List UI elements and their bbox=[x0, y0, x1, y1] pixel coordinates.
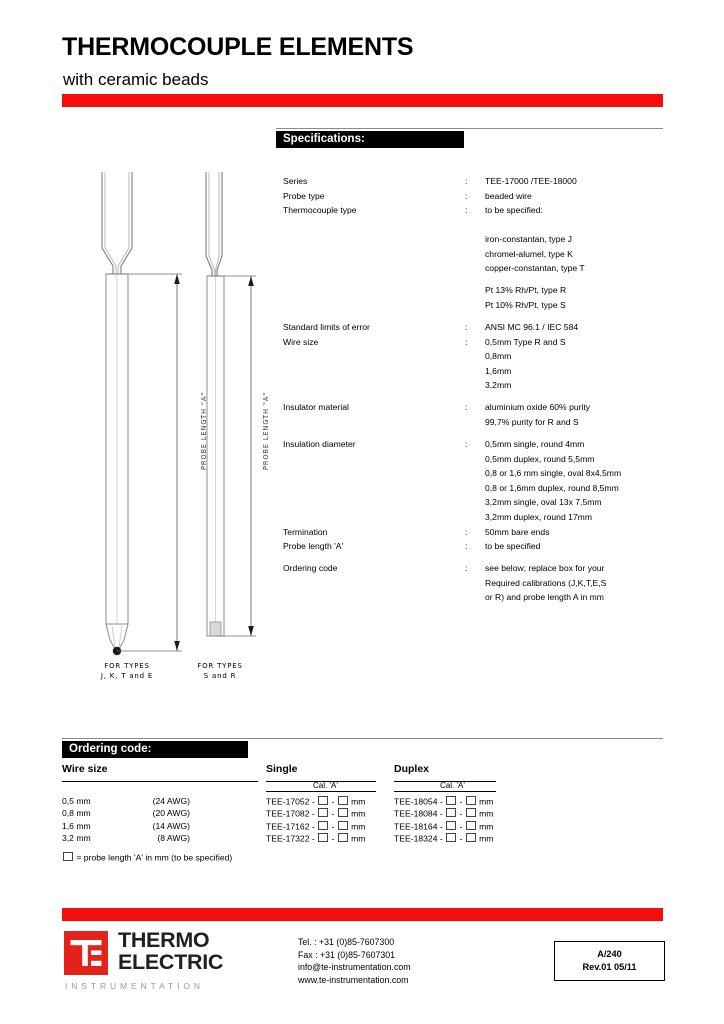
spec-row bbox=[283, 322, 673, 337]
spec-label: Standard limits of error bbox=[283, 321, 370, 332]
spec-row bbox=[283, 337, 673, 352]
spec-value: copper-constantan, type T bbox=[485, 263, 585, 274]
spec-value: to be specified: bbox=[485, 205, 543, 216]
footer-red-bar bbox=[62, 908, 663, 921]
spec-value: chromel-alumel, type K bbox=[485, 248, 573, 259]
spec-label: Insulator material bbox=[283, 402, 349, 413]
cell-single-code: TEE-17082 - - mm bbox=[266, 808, 366, 819]
spec-row bbox=[283, 234, 673, 249]
logo-wordmark-line1: THERMO bbox=[118, 928, 210, 952]
column-header-duplex: Duplex bbox=[394, 763, 430, 775]
spec-colon: : bbox=[465, 541, 468, 552]
company-logo bbox=[64, 928, 279, 993]
spec-row bbox=[283, 300, 673, 322]
spec-colon: : bbox=[465, 526, 468, 537]
column-header-wire-size: Wire size bbox=[62, 763, 108, 775]
specifications-header bbox=[276, 131, 464, 148]
placeholder-box-icon bbox=[318, 796, 328, 805]
header-red-bar bbox=[62, 94, 663, 107]
logo-wordmark-line2: ELECTRIC bbox=[118, 949, 224, 974]
cell-single-code: TEE-17052 - - mm bbox=[266, 796, 366, 807]
page-title: THERMOCOUPLE ELEMENTS bbox=[62, 33, 414, 61]
column-rule-wire-size bbox=[62, 781, 258, 782]
probe-length-label-right: PROBE LENGTH "A" bbox=[262, 391, 270, 470]
spec-row bbox=[283, 592, 673, 607]
placeholder-box-icon bbox=[338, 821, 348, 830]
ordering-table bbox=[62, 796, 542, 846]
spec-row bbox=[283, 497, 673, 512]
cal-label-single: Cal. 'A' bbox=[313, 781, 338, 790]
spec-label: Probe type bbox=[283, 190, 325, 201]
spec-value: 99,7% purity for R and S bbox=[485, 416, 579, 427]
spec-value: 50mm bare ends bbox=[485, 526, 550, 537]
spec-row bbox=[283, 285, 673, 300]
table-row bbox=[62, 821, 542, 833]
drawing-caption-left-line1: FOR TYPES bbox=[104, 662, 150, 670]
spec-value: 0,5mm single, round 4mm bbox=[485, 438, 585, 449]
spec-label: Thermocouple type bbox=[283, 205, 357, 216]
cell-duplex-code: TEE-18164 - - mm bbox=[394, 821, 494, 832]
spec-value: 3,2mm duplex, round 17mm bbox=[485, 511, 592, 522]
placeholder-box-icon bbox=[318, 833, 328, 842]
placeholder-box-icon bbox=[446, 796, 456, 805]
spec-row bbox=[283, 176, 673, 191]
column-header-single: Single bbox=[266, 763, 298, 775]
placeholder-box-icon bbox=[318, 821, 328, 830]
cell-wire-size: 0,8 mm bbox=[62, 808, 91, 819]
spec-label: Insulation diameter bbox=[283, 438, 356, 449]
spec-value: Pt 13% Rh/Pt, type R bbox=[485, 285, 567, 296]
spec-row bbox=[283, 351, 673, 366]
spec-row bbox=[283, 263, 673, 285]
spec-row bbox=[283, 366, 673, 381]
drawing-caption-right bbox=[175, 662, 265, 681]
spec-row bbox=[283, 249, 673, 264]
spec-value: or R) and probe length A in mm bbox=[485, 592, 604, 603]
table-row bbox=[62, 808, 542, 820]
spec-value: Pt 10% Rh/Pt, type S bbox=[485, 299, 566, 310]
contact-tel: Tel. : +31 (0)85-7607300 bbox=[298, 937, 395, 947]
spec-value: 3,2mm single, oval 13x 7,5mm bbox=[485, 497, 602, 508]
placeholder-box-icon bbox=[318, 808, 328, 817]
placeholder-box-icon bbox=[446, 808, 456, 817]
cal-label-duplex: Cal. 'A' bbox=[440, 781, 465, 790]
spec-label: Probe length 'A' bbox=[283, 541, 344, 552]
cell-awg: (24 AWG) bbox=[152, 796, 190, 806]
spec-value: 0,8mm bbox=[485, 351, 512, 362]
probe-drawings bbox=[60, 170, 280, 660]
placeholder-box-icon bbox=[466, 833, 476, 842]
cell-wire-size: 0,5 mm bbox=[62, 796, 91, 806]
spec-value: 1,6mm bbox=[485, 365, 512, 376]
cell-single-code: TEE-17322 - - mm bbox=[266, 833, 366, 844]
spec-colon: : bbox=[465, 402, 468, 413]
placeholder-box-icon bbox=[338, 808, 348, 817]
table-row bbox=[62, 833, 542, 845]
specifications-table bbox=[283, 176, 673, 607]
table-row bbox=[62, 796, 542, 808]
contact-block bbox=[298, 936, 411, 986]
cell-wire-size: 3,2 mm bbox=[62, 833, 91, 844]
spec-value: see below; replace box for your bbox=[485, 563, 605, 574]
cal-rule-single bbox=[266, 791, 376, 792]
ordering-note-text: = probe length 'A' in mm (to be specified) bbox=[76, 852, 233, 863]
ordering-header-label: Ordering code: bbox=[69, 743, 152, 755]
cell-duplex-code: TEE-18054 - - mm bbox=[394, 796, 494, 807]
spec-value: 0,8 or 1,6 mm single, oval 8x4,5mm bbox=[485, 468, 622, 479]
contact-email[interactable]: info@te-instrumentation.com bbox=[298, 962, 411, 973]
cell-single-code: TEE-17162 - - mm bbox=[266, 821, 366, 832]
cell-duplex-code: TEE-18084 - - mm bbox=[394, 808, 494, 819]
spec-value: 0,8 or 1,6mm duplex, round 8,5mm bbox=[485, 482, 619, 493]
spec-value: Required calibrations (J,K,T,E,S bbox=[485, 577, 607, 588]
spec-label: Termination bbox=[283, 526, 328, 537]
placeholder-box-icon bbox=[466, 821, 476, 830]
spec-row bbox=[283, 439, 673, 454]
drawing-caption-left bbox=[72, 662, 182, 681]
cal-rule-duplex bbox=[394, 791, 496, 792]
cell-awg: (20 AWG) bbox=[152, 808, 190, 819]
spec-row bbox=[283, 191, 673, 206]
placeholder-box-icon bbox=[338, 833, 348, 842]
cell-awg: (14 AWG) bbox=[152, 820, 190, 831]
placeholder-box-icon bbox=[466, 808, 476, 817]
document-revision: Rev.01 05/11 bbox=[582, 961, 637, 972]
drawing-caption-left-line2: J, K, T and E bbox=[100, 671, 154, 680]
te-monogram-icon bbox=[64, 931, 108, 975]
spec-value: iron-constantan, type J bbox=[485, 234, 572, 245]
spec-row bbox=[283, 527, 673, 542]
spec-row bbox=[283, 454, 673, 469]
spec-colon: : bbox=[465, 438, 468, 449]
contact-fax: Fax : +31 (0)85-7607301 bbox=[298, 949, 396, 960]
placeholder-box-icon bbox=[466, 796, 476, 805]
spec-value: 3,2mm bbox=[485, 380, 512, 391]
spec-value: to be specified bbox=[485, 541, 541, 552]
spec-value: ANSI MC 96.1 / IEC 584 bbox=[485, 321, 579, 332]
spec-colon: : bbox=[465, 563, 468, 574]
spec-label: Series bbox=[283, 176, 308, 186]
spec-value: TEE-17000 /TEE-18000 bbox=[485, 176, 577, 186]
drawing-caption-right-line1: FOR TYPES bbox=[197, 662, 243, 670]
cell-wire-size: 1,6 mm bbox=[62, 820, 91, 831]
spec-value: beaded wire bbox=[485, 190, 532, 201]
placeholder-box-icon bbox=[338, 796, 348, 805]
placeholder-box-icon bbox=[446, 821, 456, 830]
ordering-note bbox=[62, 852, 232, 863]
spec-colon: : bbox=[465, 190, 468, 201]
spec-row bbox=[283, 417, 673, 439]
spec-label: Wire size bbox=[283, 336, 319, 347]
spec-value: 0,5mm Type R and S bbox=[485, 336, 566, 347]
spec-row bbox=[283, 512, 673, 527]
spec-colon: : bbox=[465, 176, 468, 186]
ordering-header bbox=[62, 741, 248, 758]
spec-colon: : bbox=[465, 205, 468, 216]
probe-length-label-left: PROBE LENGTH "A" bbox=[200, 391, 208, 470]
placeholder-box-icon bbox=[63, 852, 73, 861]
ordering-rule bbox=[62, 738, 663, 739]
cell-duplex-code: TEE-18324 - - mm bbox=[394, 833, 494, 844]
specifications-rule bbox=[276, 128, 663, 129]
spec-row bbox=[283, 483, 673, 498]
spec-row bbox=[283, 563, 673, 578]
spec-value: aluminium oxide 60% purity bbox=[485, 402, 591, 413]
cell-awg: (8 AWG) bbox=[157, 833, 190, 844]
page-subtitle: with ceramic beads bbox=[63, 70, 209, 89]
spec-label: Ordering code bbox=[283, 563, 338, 574]
document-revision-box bbox=[554, 941, 665, 981]
spec-row bbox=[283, 541, 673, 563]
spec-colon: : bbox=[465, 336, 468, 347]
drawing-caption-right-line2: S and R bbox=[203, 671, 237, 680]
document-code: A/240 bbox=[597, 949, 622, 959]
logo-tagline: INSTRUMENTATION bbox=[65, 981, 204, 991]
spec-row bbox=[283, 380, 673, 402]
logo-wordmark bbox=[118, 930, 223, 973]
contact-website[interactable]: www.te-instrumentation.com bbox=[298, 974, 409, 985]
specifications-header-label: Specifications: bbox=[283, 133, 365, 145]
spec-row bbox=[283, 468, 673, 483]
spec-row bbox=[283, 402, 673, 417]
spec-row bbox=[283, 578, 673, 593]
placeholder-box-icon bbox=[446, 833, 456, 842]
spec-colon: : bbox=[465, 321, 468, 332]
spec-row bbox=[283, 205, 673, 234]
spec-value: 0,5mm duplex, round 5,5mm bbox=[485, 453, 595, 464]
